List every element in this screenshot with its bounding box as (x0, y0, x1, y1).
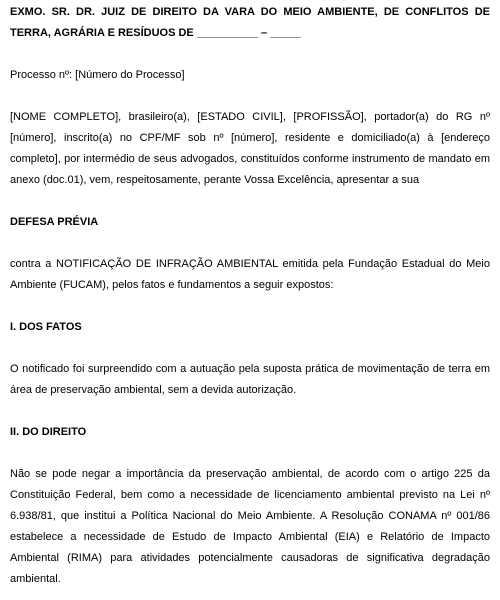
spacer (10, 86, 490, 107)
court-header: EXMO. SR. DR. JUIZ DE DIREITO DA VARA DO MEIO AMBIENTE, DE CONFLITOS DE TERRA, AGRÁRIA E RESÍDUOS DE __________ – _____ (10, 6, 490, 39)
document-title: DEFESA PRÉVIA (10, 216, 99, 228)
section-facts-text: O notificado foi surpreendido com a autuação pela suposta prática de movimentação de terra em área de preservação ambiental, sem a devida autorização. (10, 363, 490, 396)
section-law-title: II. DO DIREITO (10, 426, 87, 438)
process-number: Processo nº: [Número do Processo] (10, 69, 185, 81)
spacer (10, 191, 490, 212)
section-facts-title: I. DOS FATOS (10, 321, 82, 333)
spacer (10, 338, 490, 359)
spacer (10, 443, 490, 464)
party-qualification: [NOME COMPLETO], brasileiro(a), [ESTADO CIVIL], [PROFISSÃO], portador(a) do RG nº [número], inscrito(a) no CPF/MF sob nº [número], residente e domiciliado(a) à [endereço completo], por intermédio de seus advogados, constituídos conforme instrumento de mandato em anexo (doc.01), vem, respeitosamente, perante Vossa Excelência, apresentar a sua (10, 111, 490, 186)
spacer (10, 296, 490, 317)
spacer (10, 233, 490, 254)
section-law-text: Não se pode negar a importância da preservação ambiental, de acordo com o artigo 225 da Constituição Federal, bem como a necessidade de licenciamento ambiental previsto na Lei nº 6.938/81, que institui a Política Nacional do Meio Ambiente. A Resolução CONAMA nº 001/86 estabelece a necessidade de Estudo de Impacto Ambiental (EIA) e Relatório de Impacto Ambiental (RIMA) para atividades potencialmente causadoras de significativa degradação ambiental. (10, 468, 490, 585)
spacer (10, 44, 490, 65)
spacer (10, 401, 490, 422)
intro-paragraph: contra a NOTIFICAÇÃO DE INFRAÇÃO AMBIENTAL emitida pela Fundação Estadual do Meio Ambiente (FUCAM), pelos fatos e fundamentos a seguir expostos: (10, 258, 490, 291)
